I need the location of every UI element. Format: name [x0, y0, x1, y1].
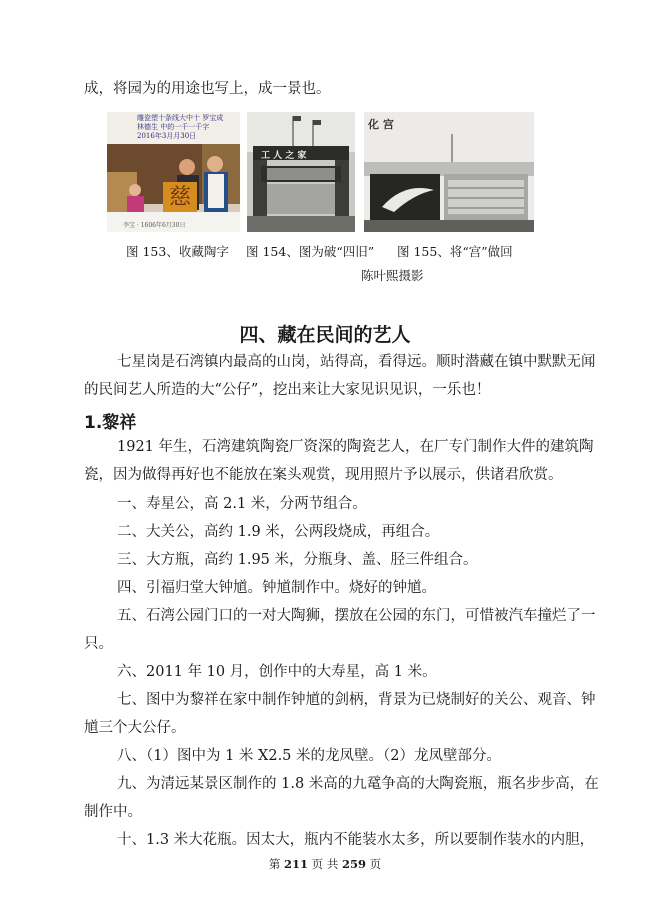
- body-line: 八、（1）图中为 1 米 X2.5 米的龙凤壁。（2）龙凤壁部分。: [117, 748, 501, 764]
- intro-line: 成，将园为的用途也写上，成一景也。: [84, 81, 331, 97]
- body-line: 六、2011 年 10 月，创作中的大寿星，高 1 米。: [117, 664, 437, 680]
- gate-photo: [247, 112, 355, 232]
- body-line: 十、1.3 米大花瓶。因太大，瓶内不能装水太多，所以要制作装水的内胆，: [117, 832, 595, 848]
- footer-prefix: 第: [268, 857, 281, 871]
- caption-154: 图 154、图为破“四旧”: [246, 244, 375, 259]
- caption-153: 图 153、收藏陶字: [126, 244, 229, 259]
- caption-155-line1: 图 155、将“宫”做回: [397, 244, 513, 259]
- body-line: 七、图中为黎祥在家中制作钟馗的剑柄，背景为已烧制好的关公、观音、钟: [117, 692, 596, 708]
- palace-sign: 化 宫: [368, 118, 394, 131]
- body-line: 二、大关公，高约 1.9 米，公两段烧成，再组合。: [117, 524, 440, 540]
- gate-plaque: 工 人 之 家: [261, 151, 307, 161]
- page-footer: [0, 856, 650, 872]
- body-line: 五、石湾公园门口的一对大陶狮，摆放在公园的东门，可惜被汽车撞烂了一: [117, 608, 596, 624]
- svg-text:慈: 慈: [168, 185, 192, 210]
- body-line: 馗三个大公仔。: [84, 720, 186, 736]
- subsection-title: 1.黎祥: [84, 413, 137, 433]
- body-line: 1921 年生，石湾建筑陶瓷厂资深的陶瓷艺人，在厂专门制作大件的建筑陶: [117, 439, 594, 455]
- collection-signature: 李宝 · 1606年6月30日: [123, 222, 186, 229]
- caption-155-line2: 陈叶熙摄影: [361, 268, 424, 283]
- footer-page-number: 211: [284, 857, 309, 871]
- footer-mid: 页 共: [311, 857, 339, 871]
- collection-inscription: [137, 114, 223, 141]
- body-line: 只。: [84, 636, 113, 652]
- body-line: 一、寿星公，高 2.1 米，分两节组合。: [117, 496, 367, 512]
- collection-photo: [107, 112, 240, 232]
- gate-photo-image: [247, 112, 355, 232]
- inscription-line: 雕瓷塑十条线大中十 罗宝成: [137, 114, 224, 122]
- section-title: 四、藏在民间的艺人: [239, 324, 411, 346]
- body-line: 制作中。: [84, 804, 142, 820]
- section-intro-line: 七星岗是石湾镇内最高的山岗，站得高，看得远。顺时潜藏在镇中默默无闻: [117, 354, 596, 370]
- footer-total-pages: 259: [341, 857, 366, 871]
- body-line: 四、引福归堂大钟馗。钟馗制作中。烧好的钟馗。: [117, 580, 436, 596]
- section-intro-line: 的民间艺人所造的大“公仔”，挖出来让大家见识见识，一乐也！: [84, 382, 491, 398]
- body-line: 瓷，因为做得再好也不能放在案头观赏，现用照片予以展示，供诸君欣赏。: [84, 467, 563, 483]
- footer-suffix: 页: [369, 857, 382, 871]
- inscription-line: 林德生 中的一千一千字: [137, 123, 210, 131]
- inscription-line: 2016年3月月30日: [137, 132, 197, 140]
- palace-photo: [364, 112, 534, 232]
- body-line: 三、大方瓶，高约 1.95 米，分瓶身、盖、胫三件组合。: [117, 552, 478, 568]
- body-line: 九、为清远某景区制作的 1.8 米高的九鼋争高的大陶瓷瓶，瓶名步步高，在: [117, 776, 599, 792]
